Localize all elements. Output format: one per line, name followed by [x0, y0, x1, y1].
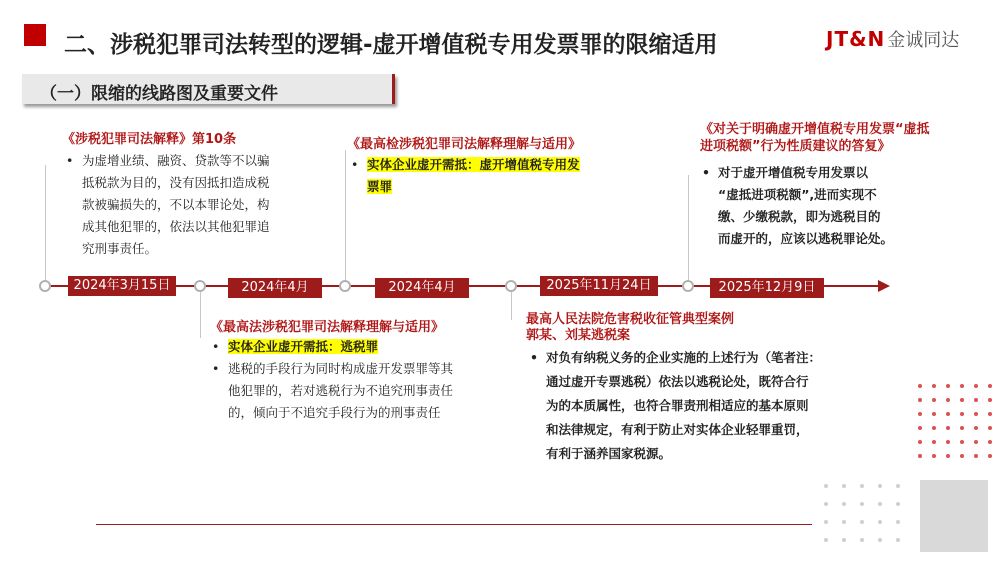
block1-line: 成其他犯罪的，依法以其他犯罪追	[82, 219, 270, 234]
block5-citation	[700, 121, 930, 155]
decor-dot	[932, 398, 936, 402]
decor-dot	[860, 538, 864, 542]
decor-dot	[896, 520, 900, 524]
decor-dot	[946, 440, 950, 444]
decor-dot	[878, 484, 882, 488]
block2-citation: 《最高法涉税犯罪司法解释理解与适用》	[210, 320, 445, 335]
decor-dot	[824, 484, 828, 488]
block1-line: 抵税款为目的，没有因抵扣造成税	[82, 175, 270, 190]
decor-dot	[974, 426, 978, 430]
date-label: 2025年11月24日	[540, 276, 658, 296]
block5-line: “虚抵进项税额”,进而实现不	[718, 187, 877, 202]
block2-highlight: 实体企业虚开需抵：逃税罪	[228, 339, 379, 354]
block2-line	[208, 336, 498, 358]
decor-grey-square	[920, 480, 988, 552]
timeline-arrow	[878, 280, 890, 292]
timeline-dot	[682, 280, 694, 292]
decor-dot	[946, 426, 950, 430]
timeline-dot	[339, 280, 351, 292]
decor-dot	[974, 412, 978, 416]
decor-dot	[960, 454, 964, 458]
footer-divider	[96, 524, 812, 525]
decor-dot	[974, 398, 978, 402]
decor-dot	[918, 398, 922, 402]
block3-body	[347, 154, 607, 198]
date-label: 2025年12月9日	[710, 278, 824, 298]
decor-dot	[918, 440, 922, 444]
section-title: （一）限缩的线路图及重要文件	[40, 84, 278, 104]
decor-dot	[988, 426, 992, 430]
decor-dot	[932, 412, 936, 416]
decor-dot	[946, 412, 950, 416]
block1-body	[62, 150, 322, 260]
company-logo	[826, 26, 959, 52]
decor-dot	[824, 520, 828, 524]
block4-line: • 对负有纳税义务的企业实施的上述行为（笔者注：	[526, 346, 866, 370]
date-label: 2024年4月	[375, 278, 469, 298]
decor-dot	[988, 412, 992, 416]
block1-line: • 为虚增业绩、融资、贷款等不以骗	[62, 150, 322, 172]
decor-dot-grid-grey	[824, 484, 900, 542]
decor-dot	[878, 520, 882, 524]
decor-dot	[842, 520, 846, 524]
block4-line: 为的本质属性，也符合罪责刑相适应的基本原则	[546, 398, 809, 413]
block4-citation-line: 郭某、刘某逃税案	[526, 328, 631, 343]
decor-dot	[960, 398, 964, 402]
block5-citation-line: 进项税额”行为性质建议的答复》	[700, 139, 891, 154]
decor-dot	[860, 502, 864, 506]
decor-dot	[988, 384, 992, 388]
block4-line: 通过虚开专票逃税）依法以逃税论处，既符合行	[546, 374, 809, 389]
logo-cn: 金诚同达	[887, 30, 960, 51]
decor-dot	[932, 454, 936, 458]
timeline-connector	[45, 165, 46, 281]
decor-dot	[974, 440, 978, 444]
decor-dot	[988, 440, 992, 444]
decor-dot	[824, 538, 828, 542]
decor-dot	[842, 538, 846, 542]
block3-citation: 《最高检涉税犯罪司法解释理解与适用》	[347, 137, 582, 152]
decor-dot	[918, 454, 922, 458]
decor-dot	[896, 484, 900, 488]
timeline-dot	[505, 280, 517, 292]
block4-citation	[526, 312, 734, 344]
decor-dot	[960, 412, 964, 416]
timeline-connector	[511, 290, 512, 320]
block3-highlight: 实体企业虚开需抵：虚开增值税专用发	[367, 157, 580, 172]
decor-dot	[988, 398, 992, 402]
decor-dot	[842, 502, 846, 506]
timeline-connector	[345, 150, 346, 281]
decor-dot	[960, 426, 964, 430]
block4-line: 和法律规定，有利于防止对实体企业轻罪重罚，	[546, 422, 809, 437]
logo-en: JT&N	[826, 27, 886, 51]
decor-dot	[974, 384, 978, 388]
block5-line: 而虚开的，应该以逃税罪论处。	[718, 231, 894, 246]
decor-dot	[860, 520, 864, 524]
block2-line: • 逃税的手段行为同时构成虚开发票罪等其	[208, 358, 498, 380]
block4-body	[526, 346, 866, 466]
decor-dot	[960, 440, 964, 444]
decor-dot	[860, 484, 864, 488]
block5-line: • 对于虚开增值税专用发票以	[698, 162, 928, 184]
block3-line	[347, 154, 607, 176]
block3-highlight: 票罪	[367, 179, 393, 194]
decor-dot	[896, 502, 900, 506]
block2-body	[208, 336, 498, 424]
block5-citation-line: 《对关于明确虚开增值税专用发票“虚抵	[700, 122, 930, 137]
decor-dot	[918, 384, 922, 388]
page-title: 二、涉税犯罪司法转型的逻辑-虚开增值税专用发票罪的限缩适用	[64, 32, 718, 58]
decor-dot	[946, 454, 950, 458]
block4-line: 有利于涵养国家税源。	[546, 446, 672, 461]
decor-dot	[824, 502, 828, 506]
decor-dot	[878, 502, 882, 506]
block5-line: 缴、少缴税款，即为逃税目的	[718, 209, 881, 224]
decor-dot	[932, 426, 936, 430]
decor-dot-grid-red	[918, 384, 992, 458]
block2-line: 他犯罪的，若对逃税行为不追究刑事责任	[228, 383, 454, 398]
block2-line: 的，倾向于不追究手段行为的刑事责任	[228, 405, 441, 420]
date-label: 2024年3月15日	[68, 276, 176, 296]
block5-body	[698, 162, 928, 250]
decor-dot	[974, 454, 978, 458]
decor-dot	[946, 398, 950, 402]
timeline-connector	[200, 290, 201, 338]
decor-dot	[918, 426, 922, 430]
decor-dot	[932, 440, 936, 444]
block1-line: 款被骗损失的，不以本罪论处，构	[82, 197, 270, 212]
decor-dot	[960, 384, 964, 388]
decor-dot	[932, 384, 936, 388]
decor-dot	[946, 384, 950, 388]
timeline-dot	[194, 280, 206, 292]
block4-citation-line: 最高人民法院危害税收征管典型案例	[526, 312, 735, 327]
timeline-dot	[39, 280, 51, 292]
title-marker	[24, 24, 46, 46]
decor-dot	[896, 538, 900, 542]
decor-dot	[988, 454, 992, 458]
timeline-connector	[688, 175, 689, 281]
block1-line: 究刑事责任。	[82, 241, 158, 256]
decor-dot	[918, 412, 922, 416]
block3-line	[347, 176, 607, 198]
block1-citation: 《涉税犯罪司法解释》第10条	[62, 132, 237, 147]
date-label: 2024年4月	[228, 278, 322, 298]
decor-dot	[878, 538, 882, 542]
decor-dot	[842, 484, 846, 488]
